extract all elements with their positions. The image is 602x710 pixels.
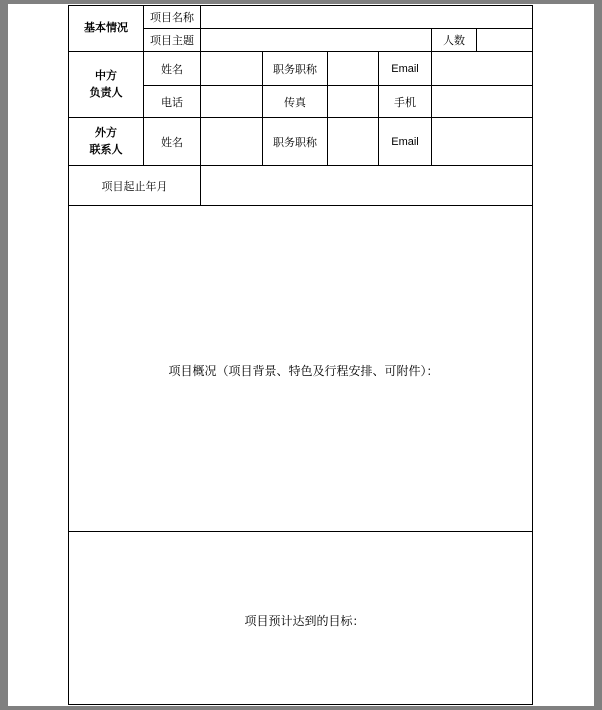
application-form-table <box>68 5 533 705</box>
table-row <box>69 118 533 166</box>
cn-leader-label-line1: 中方 <box>95 69 117 82</box>
people-count-label: 人数 <box>432 29 477 52</box>
cn-fax-value[interactable] <box>328 86 379 118</box>
project-name-label: 项目名称 <box>144 6 201 29</box>
project-period-label: 项目起止年月 <box>69 166 201 206</box>
cn-position-value[interactable] <box>328 52 379 86</box>
people-count-value[interactable] <box>477 29 533 52</box>
project-name-value[interactable] <box>201 6 533 29</box>
cn-phone-label: 电话 <box>144 86 201 118</box>
fr-name-value[interactable] <box>201 118 263 166</box>
table-row <box>69 206 533 532</box>
fr-position-value[interactable] <box>328 118 379 166</box>
table-row <box>69 166 533 206</box>
project-overview-cell[interactable] <box>69 206 533 532</box>
cn-phone-value[interactable] <box>201 86 263 118</box>
cn-fax-label: 传真 <box>263 86 328 118</box>
project-theme-label: 项目主题 <box>144 29 201 52</box>
project-theme-value[interactable] <box>201 29 432 52</box>
project-goal-title: 项目预计达到的目标： <box>244 613 365 628</box>
table-row <box>69 532 533 705</box>
foreign-contact-label-line2: 联系人 <box>89 143 123 156</box>
fr-email-value[interactable] <box>432 118 533 166</box>
cn-mobile-label: 手机 <box>379 86 432 118</box>
cn-leader-label <box>69 52 144 118</box>
cn-email-label: Email <box>379 52 432 86</box>
foreign-contact-label-line1: 外方 <box>95 126 117 139</box>
project-overview-title: 项目概况（项目背景、特色及行程安排、可附件）： <box>168 364 439 378</box>
basic-info-label: 基本情况 <box>69 6 144 52</box>
cn-leader-label-line2: 负责人 <box>89 86 123 99</box>
cn-email-value[interactable] <box>432 52 533 86</box>
table-row <box>69 6 533 29</box>
cn-mobile-value[interactable] <box>432 86 533 118</box>
cn-name-value[interactable] <box>201 52 263 86</box>
fr-email-label: Email <box>379 118 432 166</box>
table-row <box>69 52 533 86</box>
fr-position-label: 职务职称 <box>263 118 328 166</box>
cn-name-label: 姓名 <box>144 52 201 86</box>
document-page <box>8 4 594 706</box>
fr-name-label: 姓名 <box>144 118 201 166</box>
cn-position-label: 职务职称 <box>263 52 328 86</box>
foreign-contact-label <box>69 118 144 166</box>
project-goal-cell[interactable] <box>69 532 533 705</box>
project-period-value[interactable] <box>201 166 533 206</box>
